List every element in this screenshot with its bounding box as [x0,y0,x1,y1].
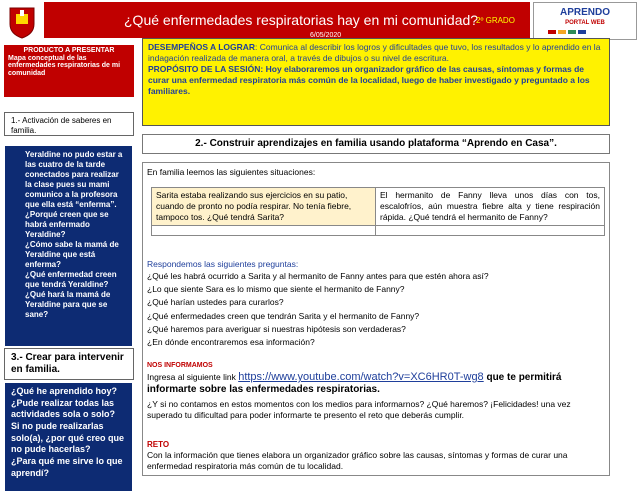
purpose-label: PROPÓSITO DE LA SESIÓN [148,64,261,75]
question-item: ¿Qué enfermedad creen que tendrá Yeraldine? [25,270,117,289]
link-prefix: Ingresa al siguiente link [147,372,239,382]
intro-text: En familia leemos las siguientes situaciones: [147,167,316,177]
goals-label: DESEMPEÑOS A LOGRAR [148,42,256,52]
link-suffix: que te permitirá informarte sobre las enfermedades respiratorias. [147,372,562,396]
brand-color-strip [548,30,586,35]
reto-text: Con la información que tienes elabora un organizador gráfico sobre las causas, síntomas y formas de curar una enfermedad respiratoria más común de tu localidad. [147,450,568,472]
responses-list [147,270,607,349]
table-row [152,226,605,236]
activity-1-box: 1.- Activación de saberes en familia. [4,112,134,136]
reflection-question: ¿Para qué me sirve lo que aprendí? [11,456,123,478]
list-item: ¿Qué harían ustedes para curarlos? [147,297,284,308]
table-cell-empty [152,226,376,236]
brand-subtitle: PORTAL WEB [565,20,605,26]
page-title: ¿Qué enfermedades respiratorias hay en mi comunidad? [124,12,479,28]
reflection-question: ¿Qué he aprendido hoy? [11,386,118,396]
school-logo [4,4,40,40]
brand-color-swatch [558,30,566,34]
situations-table [151,187,605,236]
reflection-question: Si no pude realizarlas solo(a), ¿por qué creo que no pude hacerlas? [11,421,125,455]
video-link-line [147,371,609,396]
brand-color-swatch [548,30,556,34]
video-link[interactable]: https://www.youtube.com/watch?v=XC6HR0T-wg8 [238,371,484,383]
brand-title: APRENDO [559,7,610,18]
question-item: ¿Porqué creen que se habrá enfermado Yeraldine? [25,210,109,239]
date-label: 6/05/2020 [310,32,342,38]
list-item: ¿Qué enfermedades creen que tendrán Sarita y el hermanito de Fanny? [147,310,420,321]
responses-heading: Respondemos las siguientes preguntas: [147,259,299,269]
content-box [142,162,610,476]
section-2-title: 2.- Construir aprendizajes en familia usando plataforma “Aprendo en Casa”. [195,138,557,149]
case-sarita: Sarita estaba realizando sus ejercicios en su patio, cuando de pronto no podía respirar. No tenía fiebre, tampoco tos. ¿Qué tendrá Sarita? [152,188,376,226]
product-description: Mapa conceptual de las enfermedades respiratorias de mi comunidad [8,54,121,78]
header-bar [44,2,530,38]
brand-color-swatch [568,30,576,34]
list-item: ¿En dónde encontraremos esa información? [147,336,315,347]
school-crest-icon [4,4,40,40]
question-item: Yeraldine no pudo estar a las cuatro de la tarde conectados para realizar la clase pues su mami comunico a la profesora que ella está “enferma”. [25,150,123,209]
extra-text: ¿Y si no contamos en estos momentos con los medios para informarnos? ¿Qué haremos? ¡Felicidades! una vez superado tu dificultad para poder informarte te presento el reto que deberás cumplir. [147,399,571,421]
list-item: ¿Lo que siente Sara es lo mismo que siente el hermanito de Fanny? [147,284,405,295]
activity-3-box: 3.- Crear para intervenir en familia. [4,348,134,380]
reflection-questions-box [5,383,132,491]
reflection-question: ¿Pude realizar todas las actividades sola o solo? [11,397,116,420]
grade-label: 2º GRADO [476,16,515,25]
question-item: ¿Qué hará la mamá de Yeraldine para que se sane? [25,290,111,319]
goals-box [142,38,610,126]
product-box [4,45,134,97]
brand-color-swatch [578,30,586,34]
purpose-text: : Hoy elaboraremos un organizador gráfico de las causas, síntomas y formas de curar una enfermedad respiratoria más común de la localidad, luego de haber investigado y preguntado a los familiares. [148,64,590,97]
question-item: ¿Cómo sabe la mamá de Yeraldine que está enferma? [25,240,119,269]
nos-informamos-label: NOS INFORMAMOS [147,362,213,369]
goals-text: : Comunica al describir los logros y dificultades que tuvo, los resultados y lo aprendido en la indagación realizada de manera oral, a través de dibujos o su nivel de escritura. [148,42,601,64]
product-title: PRODUCTO A PRESENTAR [23,47,115,54]
table-cell-empty [376,226,605,236]
list-item: ¿Qué haremos para averiguar si nuestras hipótesis son verdaderas? [147,323,406,334]
reto-label: RETO [147,440,170,449]
case-fanny-brother: El hermanito de Fanny lleva unos días con tos, escalofríos, aún muestra fiebre alta y tiene respiración rápida. ¿Qué tendrá el hermanito de Fanny? [376,188,605,226]
activation-questions-box [5,146,132,346]
table-row [152,188,605,226]
list-item: ¿Qué les habrá ocurrido a Sarita y al hermanito de Fanny antes para que estén ahora así? [147,271,489,281]
aprendo-brand [533,2,637,40]
section-2-header [142,134,610,154]
